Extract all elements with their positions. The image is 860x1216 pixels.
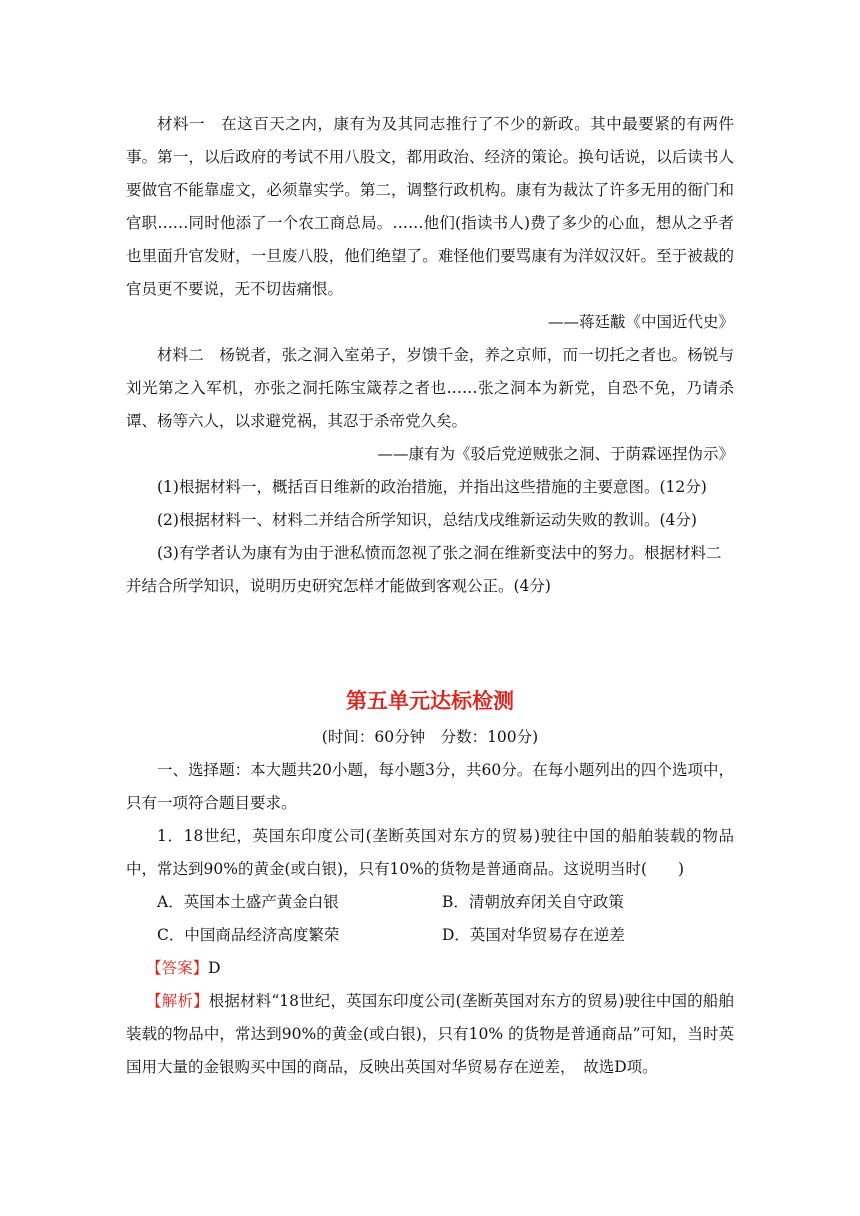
analysis-tag: 【解析】 xyxy=(146,992,209,1010)
material-one-text: 材料一 在这百天之内，康有为及其同志推行了不少的新政。其中最要紧的有两件事。第一，以后政府的考试不用八股文，都用政治、经济的策论。换句话说，以后读书人要做官不能靠虚文，必须靠实学。第二，调整行政机构。康有为裁汰了许多无用的衙门和官职……同时他添了一个农工商总局。……他们(指读书人)费了多少的心血，想从之乎者也里面升官发财，一旦废八股，他们绝望了。难怪他们要骂康有为洋奴汉奸。至于被裁的官员更不要说，无不切齿痛恨。 xyxy=(126,115,734,298)
option-b: B．清朝放弃闭关自守政策 xyxy=(442,893,624,911)
material-two-text: 材料二 杨锐者，张之洞入室弟子，岁馈千金，养之京师，而一切托之者也。杨锐与刘光第之入军机，亦张之洞托陈宝箴荐之者也……张之洞本为新党，自恐不免，乃请杀谭、杨等六人，以求避党祸，其忍于杀帝党久矣。 xyxy=(126,346,734,430)
option-a: A．英国本土盛产黄金白银 xyxy=(157,893,339,911)
answer-line xyxy=(126,952,734,985)
answer-tag: 【答案】 xyxy=(146,959,209,977)
part-one-instructions: 一、选择题：本大题共20小题，每小题3分，共60分。在每小题列出的四个选项中，只有一项符合题目要求。 xyxy=(126,761,734,812)
material-one-source: ——蒋廷黻《中国近代史》 xyxy=(547,313,734,331)
option-d: D．英国对华贸易存在逆差 xyxy=(442,926,625,944)
material-two-source: ——康有为《驳后党逆贼张之洞、于荫霖诬捏伪示》 xyxy=(377,445,734,463)
time-score-info: (时间：60分钟 分数：100分) xyxy=(321,728,539,746)
question-stem: 1．18世纪，英国东印度公司(垄断英国对东方的贸易)驶往中国的船舶装载的物品中，常达到90%的黄金(或白银)，只有10%的货物是普通商品。这说明当时( ) xyxy=(126,827,734,878)
analysis-text: 根据材料“18世纪，英国东印度公司(垄断英国对东方的贸易)驶往中国的船舶装载的物品中，常达到90%的黄金(或白银)，只有10% 的货物是普通商品”可知，当时英国用大量的金银购买中国的商品，反映出英国对华贸易存在逆差， 故选D项。 xyxy=(126,992,734,1076)
answer-value: D xyxy=(208,959,221,977)
analysis-paragraph xyxy=(126,985,734,1084)
option-c: C．中国商品经济高度繁荣 xyxy=(157,926,340,944)
question-3: (3)有学者认为康有为由于泄私愤而忽视了张之洞在维新变法中的努力。根据材料二并结合所学知识，说明历史研究怎样才能做到客观公正。(4分) xyxy=(126,544,722,595)
document-content xyxy=(126,108,734,1084)
question-2: (2)根据材料一、材料二并结合所学知识，总结戊戌维新运动失败的教训。(4分) xyxy=(157,511,697,529)
answer-options xyxy=(126,886,734,952)
section-title: 第五单元达标检测 xyxy=(346,689,514,713)
question-1: (1)根据材料一，概括百日维新的政治措施，并指出这些措施的主要意图。(12分) xyxy=(157,478,707,496)
